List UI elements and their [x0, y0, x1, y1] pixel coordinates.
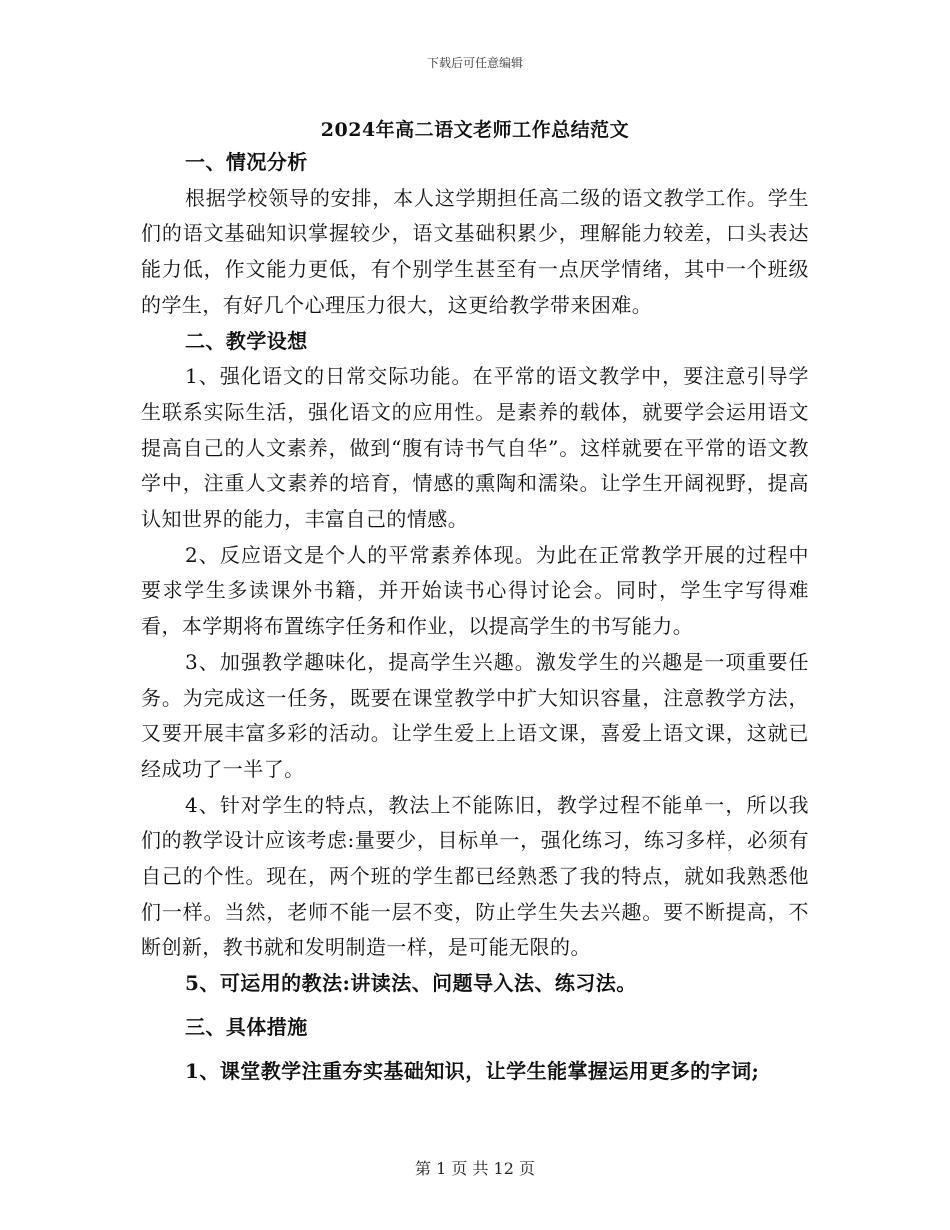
section-heading-situation: 一、情况分析	[185, 150, 308, 174]
section-heading-measures: 三、具体措施	[185, 1014, 308, 1039]
measures-item-1: 1、课堂教学注重夯实基础知识，让学生能掌握运用更多的字词;	[185, 1058, 760, 1083]
teaching-plan-item-3: 3、加强教学趣味化，提高学生兴趣。激发学生的兴趣是一项重要任务。为完成这一任务，既要在课堂教学中扩大知识容量，注意教学方法，又要开展丰富多彩的活动。让学生爱上上语文课，喜爱上语文课，这就已经成功了一半了。	[141, 649, 809, 781]
teaching-plan-item-4: 4、针对学生的特点，教法上不能陈旧，教学过程不能单一，所以我们的教学设计应该考虑:量要少，目标单一，强化练习，练习多样，必须有自己的个性。现在，两个班的学生都已经熟悉了我的特点，就如我熟悉他们一样。当然，老师不能一层不变，防止学生失去兴趣。要不断提高，不断创新，教书就和发明制造一样，是可能无限的。	[141, 792, 809, 960]
page-number: 第 1 页 共 12 页	[415, 1159, 535, 1178]
document-title: 2024年高二语文老师工作总结范文	[320, 119, 630, 141]
section-paragraph-situation: 根据学校领导的安排，本人这学期担任高二级的语文教学工作。学生们的语文基础知识掌握较少，语文基础积累少，理解能力较差，口头表达能力低，作文能力更低，有个别学生甚至有一点厌学情绪，其中一个班级的学生，有好几个心理压力很大，这更给教学带来困难。	[141, 185, 809, 317]
header-note: 下载后可任意编辑	[426, 56, 523, 70]
section-heading-teaching-plan: 二、教学设想	[185, 328, 308, 353]
spacer	[141, 1002, 809, 1010]
teaching-plan-item-5: 5、可运用的教法:讲读法、问题导入法、练习法。	[185, 971, 637, 996]
document-body	[141, 145, 809, 1089]
spacer	[141, 1046, 809, 1054]
teaching-plan-item-1: 1、强化语文的日常交际功能。在平常的语文教学中，要注意引导学生联系实际生活，强化语文的应用性。是素养的载体，就要学会运用语文提高自己的人文素养，做到“腹有诗书气自华”。这样就要在平常的语文教学中，注重人文素养的培育，情感的熏陶和濡染。让学生开阔视野，提高认知世界的能力，丰富自己的情感。	[141, 364, 809, 532]
teaching-plan-item-2: 2、反应语文是个人的平常素养体现。为此在正常教学开展的过程中要求学生多读课外书籍，并开始读书心得讨论会。同时，学生字写得难看，本学期将布置练字任务和作业，以提高学生的书写能力。	[141, 542, 809, 639]
